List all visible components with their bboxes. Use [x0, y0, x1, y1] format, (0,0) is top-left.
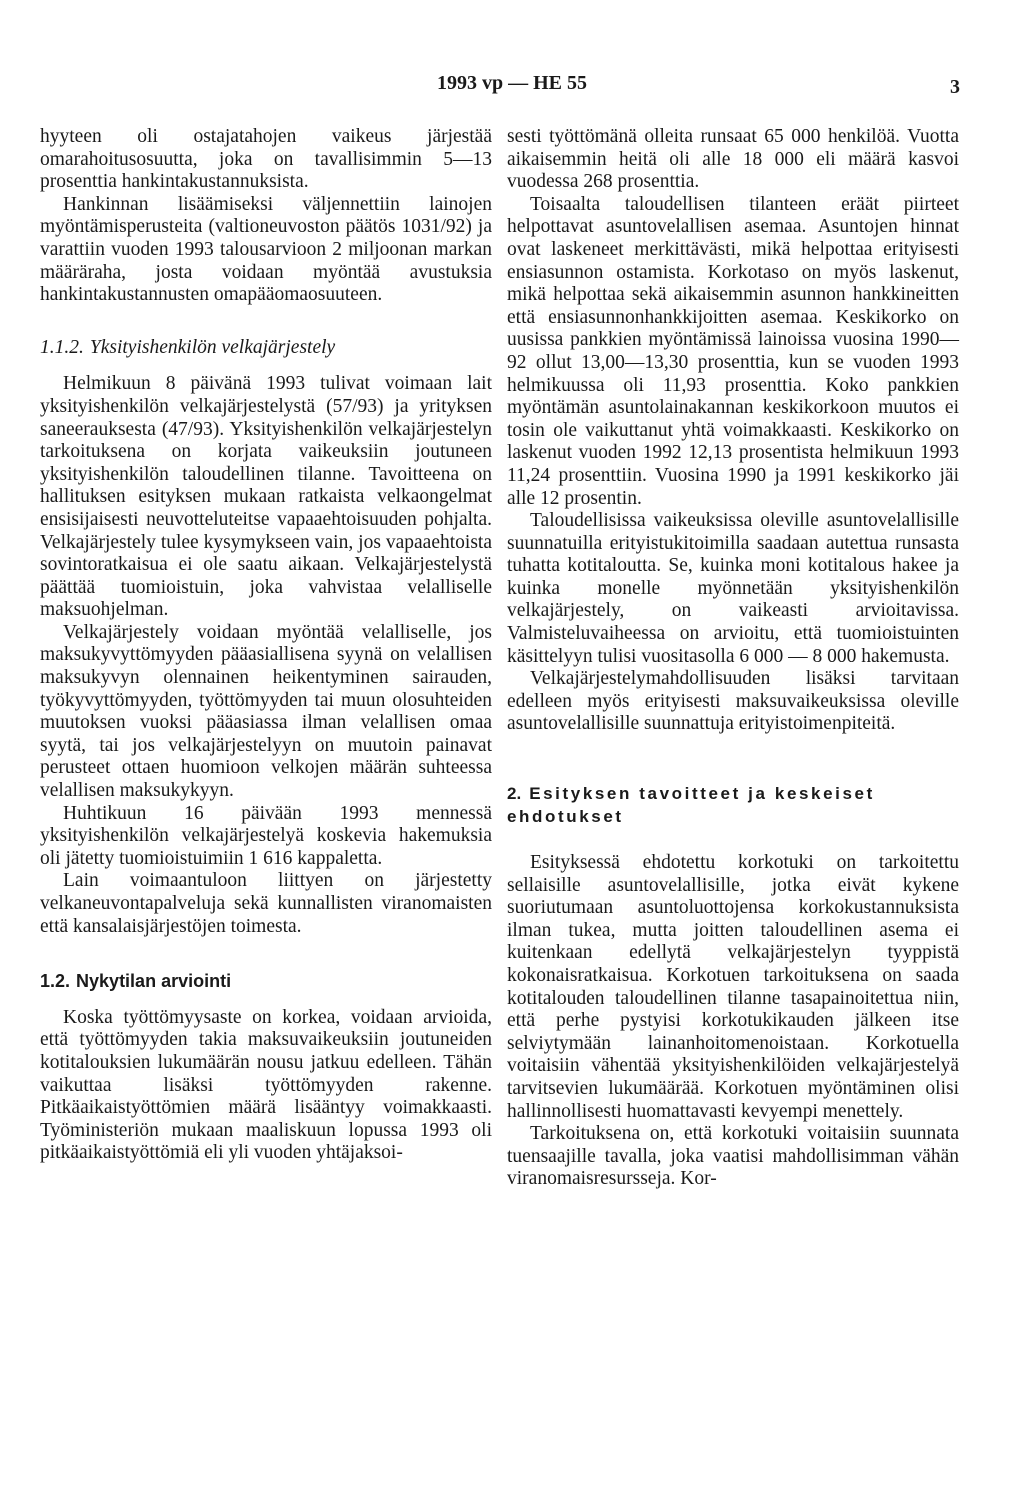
paragraph: hyyteen oli ostajatahojen vaikeus järjestää omarahoitusosuutta, joka on tavallisimmin 5—13 prosenttia hankintakustannuksista.	[40, 126, 492, 193]
paragraph: Velkajärjestelymahdollisuuden lisäksi tarvitaan edelleen myös erityisesti maksuvaikeuksissa oleville asuntovelallisille suunnattuja erityistoimenpiteitä.	[507, 668, 959, 735]
paragraph: Huhtikuun 16 päivään 1993 mennessä yksityishenkilön velkajärjestelyä koskevia hakemuksia oli jätetty tuomioistuimiin 1 616 kappaletta.	[40, 802, 492, 869]
paragraph: sesti työttömänä olleita runsaat 65 000 henkilöä. Vuotta aikaisemmin heitä oli alle 18 000 eli määrä kasvoi vuodessa 268 prosenttia.	[507, 126, 959, 193]
paragraph: Koska työttömyysaste on korkea, voidaan arvioida, että työttömyyden takia maksuvaikeuksiin joutuneiden kotitalouksien lukumäärän nousu jatkuu edelleen. Tähän vaikuttaa lisäksi työttömyyden rakenne. Pitkäaikaistyöttömien määrä lisääntyy voimakkaasti. Työministeriön mukaan maaliskuun lopussa 1993 oli pitkäaikaistyöttömiä eli yli vuoden yhtäjaksoi-	[40, 1006, 492, 1164]
header-title: 1993 vp — HE 55	[436, 72, 588, 94]
page-header	[0, 72, 1024, 102]
heading-number: 2.	[507, 784, 522, 804]
heading-text: Nykytilan arviointi	[76, 971, 232, 992]
paragraph: Tarkoituksena on, että korkotuki voitaisiin suunnata tuensaajille tavalla, joka vaatisi mahdollisimman vähän viranomaisresursseja. Kor-	[507, 1123, 959, 1190]
paragraph: Taloudellisissa vaikeuksissa oleville asuntovelallisille suunnatuilla erityistukitoimilla saadaan autettua runsasta tuhatta kotitaloutta. Se, kuinka moni kotitalous hakee ja kuinka monelle myönnetään yksityishenkilön velkajärjestely, on vaikeasti arvioitavissa. Valmisteluvaiheessa on arvioitu, että tuomioistuinten käsittelyyn tulisi vuositasolla 6 000 — 8 000 hakemusta.	[507, 510, 959, 667]
paragraph: Esityksessä ehdotettu korkotuki on tarkoitettu sellaisille asuntovelallisille, jotka eivät kykene suoriutumaan asuntoluottojensa korkokustannuksista ilman tukea, mutta joitten taloudellinen asema ei kuitenkaan edellytä velkajärjestelyn tyyppistä kokonaisratkaisua. Korkotuen tarkoituksena on saada kotitalouden taloudellinen tilanne tasapainoitettua niin, että perhe pystyisi korkotukikauden jälkeen itse selviytymään lainanhoitomenoistaan. Korkotuella voitaisiin vähentää yksityishenkilöiden velkajärjestelyä tarvitsevien lukumäärää. Korkotuen myöntäminen olisi hallinnollisesti huomattavasti kevyempi menettely.	[507, 852, 959, 1122]
paragraph: Toisaalta taloudellisen tilanteen eräät piirteet helpottavat asuntovelallisen asemaa. Asuntojen hinnat ovat laskeneet merkittävästi, mikä helpottaa erityisesti ensiasunnon ostamista. Korkotaso on myös laskenut, mikä helpottaa sekä aikaisemmin asunnon hankkineitten että ensiasunnonhankkijoitten asemaa. Keskikorko on uusissa pankkien myöntämissä lainoissa vuosina 1990—92 ollut 13,00—13,30 prosenttia, kun se vuoden 1993 helmikuussa oli 11,93 prosenttia. Koko pankkien myöntämän asuntolainakannan keskikorkoon muutos ei tosin ole vaikuttanut yhtä voimakkaasti. Keskikorko on laskenut vuoden 1992 12,13 prosentista helmikuun 1993 11,24 prosenttiin. Vuosina 1990 ja 1991 keskikorko jäi alle 12 prosentin.	[507, 193, 959, 509]
paragraph: Velkajärjestely voidaan myöntää velalliselle, jos maksukyvyttömyyden pääasiallisena syynä on velallisen maksukyvyn olennainen heikentyminen sairauden, työkyvyttömyyden, työttömyyden tai muun olosuhteiden muutoksen vuoksi pääasiassa ilman velallisen omaa syytä, tai jos velkajärjestelyyn on muutoin painavat perusteet ottaen huomioon velkojen määrän suhteessa velallisen maksukykyyn.	[40, 621, 492, 802]
subsection-heading-1-1-2	[40, 337, 492, 360]
page-number: 3	[950, 76, 960, 98]
right-column	[507, 126, 959, 1191]
left-column	[40, 126, 492, 1165]
paragraph: Hankinnan lisäämiseksi väljennettiin lainojen myöntämisperusteita (valtioneuvoston päätös 1031/92) ja varattiin vuoden 1993 talousarvioon 2 miljoonan markan määräraha, josta voidaan myöntää avustuksia hankintakustannusten omapääomaosuuteen.	[40, 193, 492, 306]
heading-number: 1.2.	[40, 971, 71, 992]
heading-text: Esityksen tavoitteet ja keskeiset ehdotukset	[507, 784, 875, 827]
paragraph: Helmikuun 8 päivänä 1993 tulivat voimaan lait yksityishenkilön velkajärjestelystä (57/93) ja yrityksen saneerauksesta (47/93). Yksityishenkilön velkajärjestelyn tarkoituksena on korjata vaikeuksiin joutuneen yksityishenkilön taloudellinen tilanne. Tavoitteena on hallituksen esityksen mukaan ratkaista velkaongelmat ensisijaisesti neuvotteluteitse vapaaehtoisuuden pohjalta. Velkajärjestely tulee kysymykseen vain, jos vapaaehtoista sovintoratkaisua ei ole saatu aikaan. Velkajärjestelystä päättää tuomioistuin, joka vahvistaa velalliselle maksuohjelman.	[40, 373, 492, 621]
section-heading-2	[507, 782, 959, 828]
section-heading-1-2	[40, 970, 492, 993]
paragraph: Lain voimaantuloon liittyen on järjestetty velkaneuvontapalveluja sekä kunnallisten viranomaisten että kansalaisjärjestöjen toimesta.	[40, 870, 492, 937]
heading-text: Yksityishenkilön velkajärjestely	[89, 336, 336, 358]
heading-number: 1.1.2.	[40, 336, 84, 358]
